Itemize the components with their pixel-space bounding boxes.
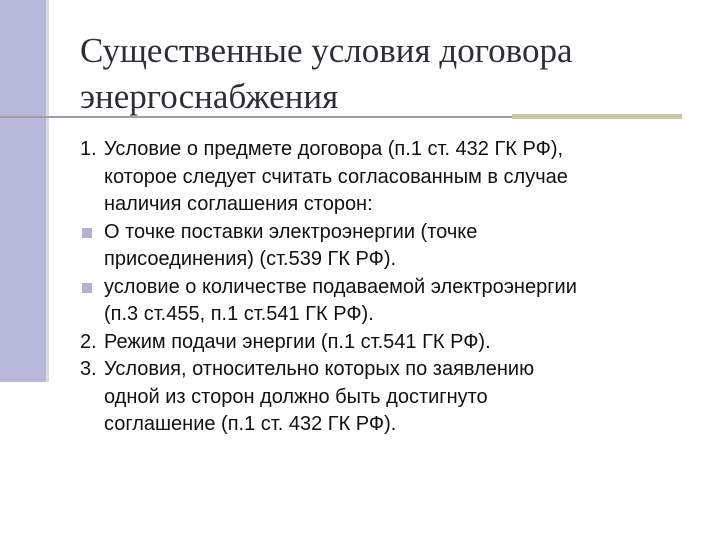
item-line: Режим подачи энергии (п.1 ст.541 ГК РФ). xyxy=(104,330,491,353)
item-number: 3. xyxy=(80,358,97,380)
list-item-1 xyxy=(80,136,700,219)
item-number: 1. xyxy=(80,138,97,160)
list-item-bullet-1 xyxy=(80,219,700,274)
item-line: присоединения) (ст.539 ГК РФ). xyxy=(104,248,397,270)
side-decor-bar xyxy=(0,0,46,382)
item-line: Условие о предмете договора (п.1 ст. 432 ГК РФ), xyxy=(104,138,564,160)
item-line: Условия, относительно которых по заявлению xyxy=(104,358,535,380)
side-decor-bar-shadow xyxy=(46,0,49,382)
list-item-2 xyxy=(80,329,700,357)
item-line: условие о количестве подаваемой электроэнергии xyxy=(104,275,577,298)
title-divider-accent xyxy=(512,114,682,119)
item-line: (п.3 ст.455, п.1 ст.541 ГК РФ). xyxy=(104,303,374,325)
item-line: наличия соглашения сторон: xyxy=(104,193,373,215)
item-number: 2. xyxy=(80,330,97,353)
square-bullet-icon xyxy=(82,283,92,293)
list-item-bullet-2 xyxy=(80,274,700,329)
title-divider xyxy=(0,116,600,118)
title-line-2: энергоснабжения xyxy=(80,77,339,116)
list-item-3 xyxy=(80,356,700,439)
slide-title xyxy=(80,28,680,120)
item-line: которое следует считать согласованным в случае xyxy=(104,165,568,188)
title-line-1: Существенные условия договора xyxy=(80,31,573,70)
square-bullet-icon xyxy=(82,228,92,238)
slide-body xyxy=(80,136,700,439)
item-line: соглашение (п.1 ст. 432 ГК РФ). xyxy=(104,413,397,435)
item-line: О точке поставки электроэнергии (точке xyxy=(104,220,478,243)
item-line: одной из сторон должно быть достигнуто xyxy=(104,385,488,408)
